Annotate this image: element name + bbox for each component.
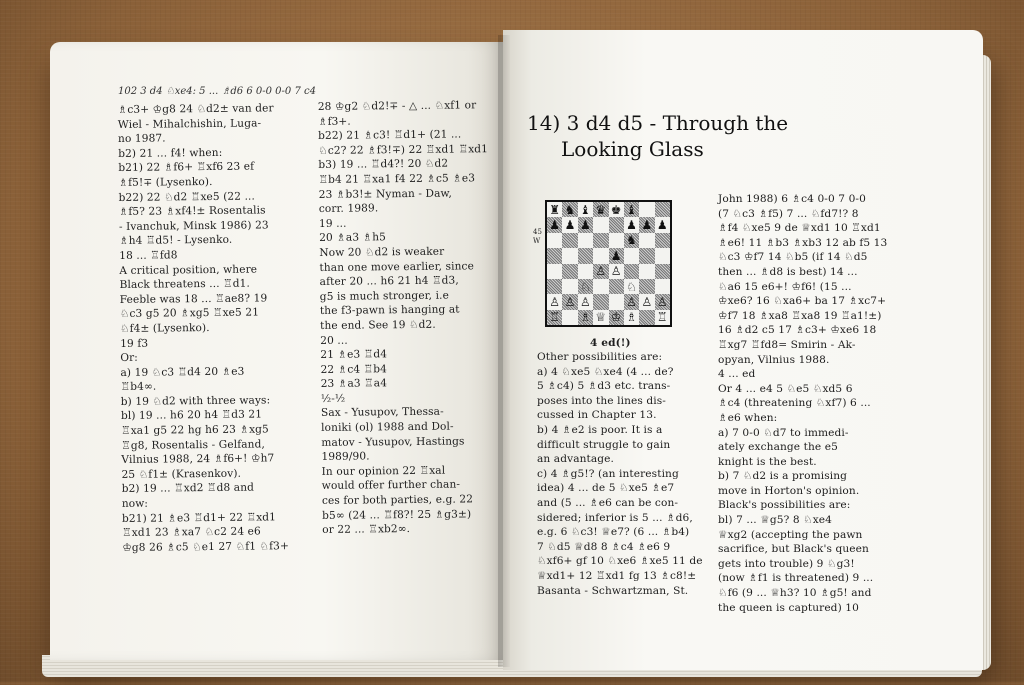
text-line: ♕xg2 (accepting the pawn [718,528,863,541]
board-square: ♘ [578,279,593,294]
text-line: the f3-pawn is hanging at [319,303,460,318]
board-square [624,264,639,279]
text-line: b) 19 ♘d2 with three ways: [120,394,271,408]
text-line: opyan, Vilnius 1988. [718,353,830,366]
text-line: ♗f3+. [317,115,351,128]
text-line: ♖xg7 ♖fd8= Smirin - Ak- [718,338,856,351]
text-line: ♗h4 ♖d5! - Lysenko. [119,234,233,248]
board-square: ♙ [609,264,624,279]
text-line: Basanta - Schwartzman, St. [537,584,689,597]
text-line: the end. See 19 ♘d2. [320,318,436,332]
text-line: would offer further chan- [321,478,461,493]
text-line: ately exchange the e5 [718,441,838,454]
text-line: ♔xe6? 16 ♘xa6+ ba 17 ♗xc7+ [718,295,887,308]
text-line: gets into trouble) 9 ♘g3! [718,557,855,570]
text-line: or 22 ... ♖xb2∞. [322,523,411,537]
board-square [593,217,608,232]
text-line: 22 ♗c4 ♖b4 [320,362,388,376]
board-square [655,233,670,248]
board-square: ♙ [562,294,577,309]
board-square: ♕ [593,310,608,325]
text-line: Sax - Yusupov, Thessa- [320,406,444,420]
text-line: ♔g8 26 ♗c5 ♘e1 27 ♘f1 ♘f3+ [122,539,290,554]
text-line: (now ♗f1 is threatened) 9 ... [718,572,874,585]
text-line: 16 ♗d2 c5 17 ♗c3+ ♔xe6 18 [718,324,877,337]
board-square [578,233,593,248]
text-line: loniki (ol) 1988 and Dol- [321,420,454,434]
board-square [639,310,654,325]
text-line: b22) 21 ♗c3! ♖d1+ (21 ... [318,128,462,143]
text-line: 28 ♔g2 ♘d2!∓ - △ ... ♘xf1 or [317,99,477,113]
board-square: ♟ [578,217,593,232]
board-square [655,279,670,294]
text-line: b) 4 ♗e2 is poor. It is a [537,423,663,436]
text-line: In our opinion 22 ♖xal [321,464,446,478]
text-line: Or 4 ... e4 5 ♘e5 ♘xd5 6 [718,382,853,395]
board-square: ♛ [593,202,608,217]
text-line: knight is the best. [718,455,817,468]
text-line: ♘f4± (Lysenko). [119,321,210,335]
board-square [609,217,624,232]
chess-board [545,200,672,327]
text-line: ♗c4 (threatening ♘xf7) 6 ... [718,397,871,410]
board-square [562,279,577,294]
board-square: ♗ [578,310,593,325]
text-line: Or: [120,351,138,365]
text-line: ces for both parties, e.g. 22 [321,493,474,507]
board-square: ♟ [624,217,639,232]
board-square: ♝ [624,202,639,217]
text-line: ♘c2? 22 ♗f3!∓) 22 ♖xd1 ♖xd1 [318,142,489,157]
text-line: Other possibilities are: [537,351,663,363]
text-line: ♖xa1 g5 22 hg h6 23 ♗xg5 [121,423,269,437]
text-line: b21) 22 ♗f6+ ♖xf6 23 ef [118,160,255,175]
text-line: ♘c3 ♔f7 14 ♘b5 (if 14 ♘d5 [718,251,868,264]
text-line: 5 ♗c4) 5 ♗d3 etc. trans- [537,380,671,393]
text-line: Vilnius 1988, 24 ♗f6+! ♔h7 [121,452,275,467]
board-square: ♖ [655,310,670,325]
text-line: b2) 21 ... f4! when: [118,146,223,160]
text-line: ♗c3+ ♔g8 24 ♘d2± van der [117,102,274,116]
text-line: sacrifice, but Black's queen [718,543,869,556]
text-line: ♖xd1 23 ♗xa7 ♘c2 24 e6 [122,525,261,540]
chapter-title-line-1: 14) 3 d4 d5 - Through the [527,111,789,135]
text-line: John 1988) 6 ♗c4 0-0 7 0-0 [718,193,866,205]
board-square [624,248,639,263]
text-line: difficult struggle to gain [537,438,671,451]
text-line: ♕xd1+ 12 ♖xd1 fg 13 ♗c8!± [537,569,697,582]
text-line: than one move earlier, since [319,259,474,274]
board-square [655,248,670,263]
board-square [639,233,654,248]
board-square [609,279,624,294]
text-line: ♗f4 ♘xe5 9 de ♕xd1 10 ♖xd1 [718,222,881,235]
board-square [547,233,562,248]
board-square: ♚ [609,202,624,217]
board-square [578,248,593,263]
text-line: cussed in Chapter 13. [537,409,657,422]
text-line: ½-½ [320,392,346,405]
text-line: ♘xf6+ gf 10 ♘xe6 ♗xe5 11 de [537,555,703,568]
text-line: after 20 ... h6 21 h4 ♖d3, [319,274,459,289]
text-line: move in Horton's opinion. [718,484,860,497]
chapter-title-line-2: Looking Glass [561,137,704,161]
text-line: b22) 22 ♘d2 ♖xe5 (22 ... [118,190,256,204]
text-line: A critical position, where [119,263,258,277]
board-square [562,248,577,263]
text-line: no 1987. [117,132,166,146]
chapter-title [527,110,788,162]
text-line: ♖b4∞. [120,380,157,394]
board-square [609,294,624,309]
text-line: ♖b4 21 ♖xa1 f4 22 ♗c5 ♗e3 [318,172,476,186]
board-square [655,202,670,217]
text-line: ♗e6 when: [718,411,778,424]
text-line: now: [121,497,149,510]
text-line: a) 4 ♘xe5 ♘xe4 (4 ... de? [537,365,674,378]
board-square: ♙ [578,294,593,309]
board-square: ♙ [547,294,562,309]
text-line: idea) 4 ... de 5 ♘xe5 ♗e7 [537,482,675,495]
text-line: a) 7 0-0 ♘d7 to immedi- [718,426,849,439]
text-line: ♖g8, Rosentalis - Gelfand, [121,438,265,452]
text-line: 23 ♗a3 ♖a4 [320,377,388,391]
board-square [593,294,608,309]
board-square: ♘ [624,279,639,294]
board-square [547,264,562,279]
text-line: ♗f5!∓ (Lysenko). [118,175,213,189]
board-square: ♙ [655,294,670,309]
board-square: ♗ [624,310,639,325]
text-line: 18 ... ♖fd8 [119,249,178,262]
text-line: b5∞ (24 ... ♖f8?! 25 ♗g3±) [322,507,472,522]
board-square [593,279,608,294]
text-line: - Ivanchuk, Minsk 1986) 23 [118,219,269,233]
text-line: matov - Yusupov, Hastings [321,435,465,449]
text-line: (7 ♘c3 ♗f5) 7 ... ♘fd7!? 8 [718,207,859,220]
text-line: 25 ♘f1± (Krasenkov). [121,467,242,481]
text-line: then ... ♗d8 is best) 14 ... [718,265,858,278]
diagram-label [533,228,542,246]
board-square: ♝ [578,202,593,217]
text-line: 19 ... [318,217,347,230]
text-line: and (5 ... ♗e6 can be con- [537,496,679,509]
board-square: ♞ [624,233,639,248]
text-line: bl) 19 ... h6 20 h4 ♖d3 21 [120,408,263,423]
board-square: ♙ [624,294,639,309]
text-line: g5 is much stronger, i.e [319,289,449,303]
text-line: corr. 1989. [318,202,379,216]
text-line: b21) 21 ♗e3 ♖d1+ 22 ♖xd1 [121,510,277,525]
text-line: 20 ♗a3 ♗h5 [319,231,387,245]
text-line: 1989/90. [321,450,370,464]
board-square: ♖ [547,310,562,325]
text-line: c) 4 ♗g5!? (an interesting [537,467,679,480]
board-square [562,310,577,325]
text-line: 4 ... ed [718,368,756,381]
board-square [609,233,624,248]
text-line: sidered; inferior is 5 ... ♗d6, [537,511,693,524]
text-line: an advantage. [537,453,615,466]
text-line: ♗e6! 11 ♗b3 ♗xb3 12 ab f5 13 [718,236,888,249]
text-line: 20 ... [320,334,348,347]
right-page-column-1 [537,350,717,598]
board-square [639,264,654,279]
board-square: ♟ [562,217,577,232]
board-square [639,202,654,217]
board-square [593,233,608,248]
board-square: ♙ [639,294,654,309]
text-line: ♗f5? 23 ♗xf4!± Rosentalis [118,204,266,219]
text-line: Feeble was 18 ... ♖ae8? 19 [119,292,268,306]
text-line: Black threatens ... ♖d1. [119,277,250,292]
board-square: ♟ [609,248,624,263]
text-line: b2) 19 ... ♖xd2 ♖d8 and [121,481,255,496]
board-square: ♟ [639,217,654,232]
text-line: ♔f7 18 ♗xa8 ♖xa8 19 ♖a1!±) [718,309,882,322]
board-square [655,264,670,279]
board-square: ♙ [593,264,608,279]
text-line: b) 7 ♘d2 is a promising [718,470,848,483]
text-line: e.g. 6 ♘c3! ♕e7? (6 ... ♗b4) [537,526,690,539]
text-line: Black's possibilities are: [718,499,851,512]
left-page-column-2 [318,98,503,538]
board-square: ♔ [609,310,624,325]
text-line: b3) 19 ... ♖d4?! 20 ♘d2 [318,157,449,172]
text-line: bl) 7 ... ♕g5? 8 ♘xe4 [718,514,833,527]
board-square: ♟ [547,217,562,232]
board-square: ♞ [562,202,577,217]
board-square [562,264,577,279]
board-square [639,279,654,294]
text-line: Now 20 ♘d2 is weaker [319,245,445,259]
running-head: 102 3 d4 ♘xe4: 5 ... ♗d6 6 0-0 0-0 7 c4 [118,86,316,97]
text-line: a) 19 ♘c3 ♖d4 20 ♗e3 [120,365,245,379]
board-square: ♟ [655,217,670,232]
text-line: 7 ♘d5 ♕d8 8 ♗c4 ♗e6 9 [537,540,671,553]
diagram-caption: 4 ed(!) [590,337,631,349]
chess-diagram [545,200,672,327]
diagram-side-to-move: W [533,237,541,245]
left-page-column-1 [118,101,303,555]
text-line: 19 f3 [120,337,149,350]
right-page-column-2 [718,192,908,615]
board-square [578,264,593,279]
board-square [547,248,562,263]
diagram-number: 45 [533,228,542,236]
text-line: 21 ♗e3 ♖d4 [320,348,388,362]
text-line: ♘c3 g5 20 ♗xg5 ♖xe5 21 [119,306,260,321]
text-line: ♘a6 15 e6+! ♔f6! (15 ... [718,280,852,293]
board-square [593,248,608,263]
board-square: ♜ [547,202,562,217]
text-line: poses into the lines dis- [537,394,666,407]
text-line: ♘f6 (9 ... ♕h3? 10 ♗g5! and [718,587,872,600]
text-line: 23 ♗b3!± Nyman - Daw, [318,187,452,201]
board-square [639,248,654,263]
board-square [547,279,562,294]
board-square [562,233,577,248]
text-line: Wiel - Mihalchishin, Luga- [117,117,262,131]
text-line: the queen is captured) 10 [718,601,859,614]
